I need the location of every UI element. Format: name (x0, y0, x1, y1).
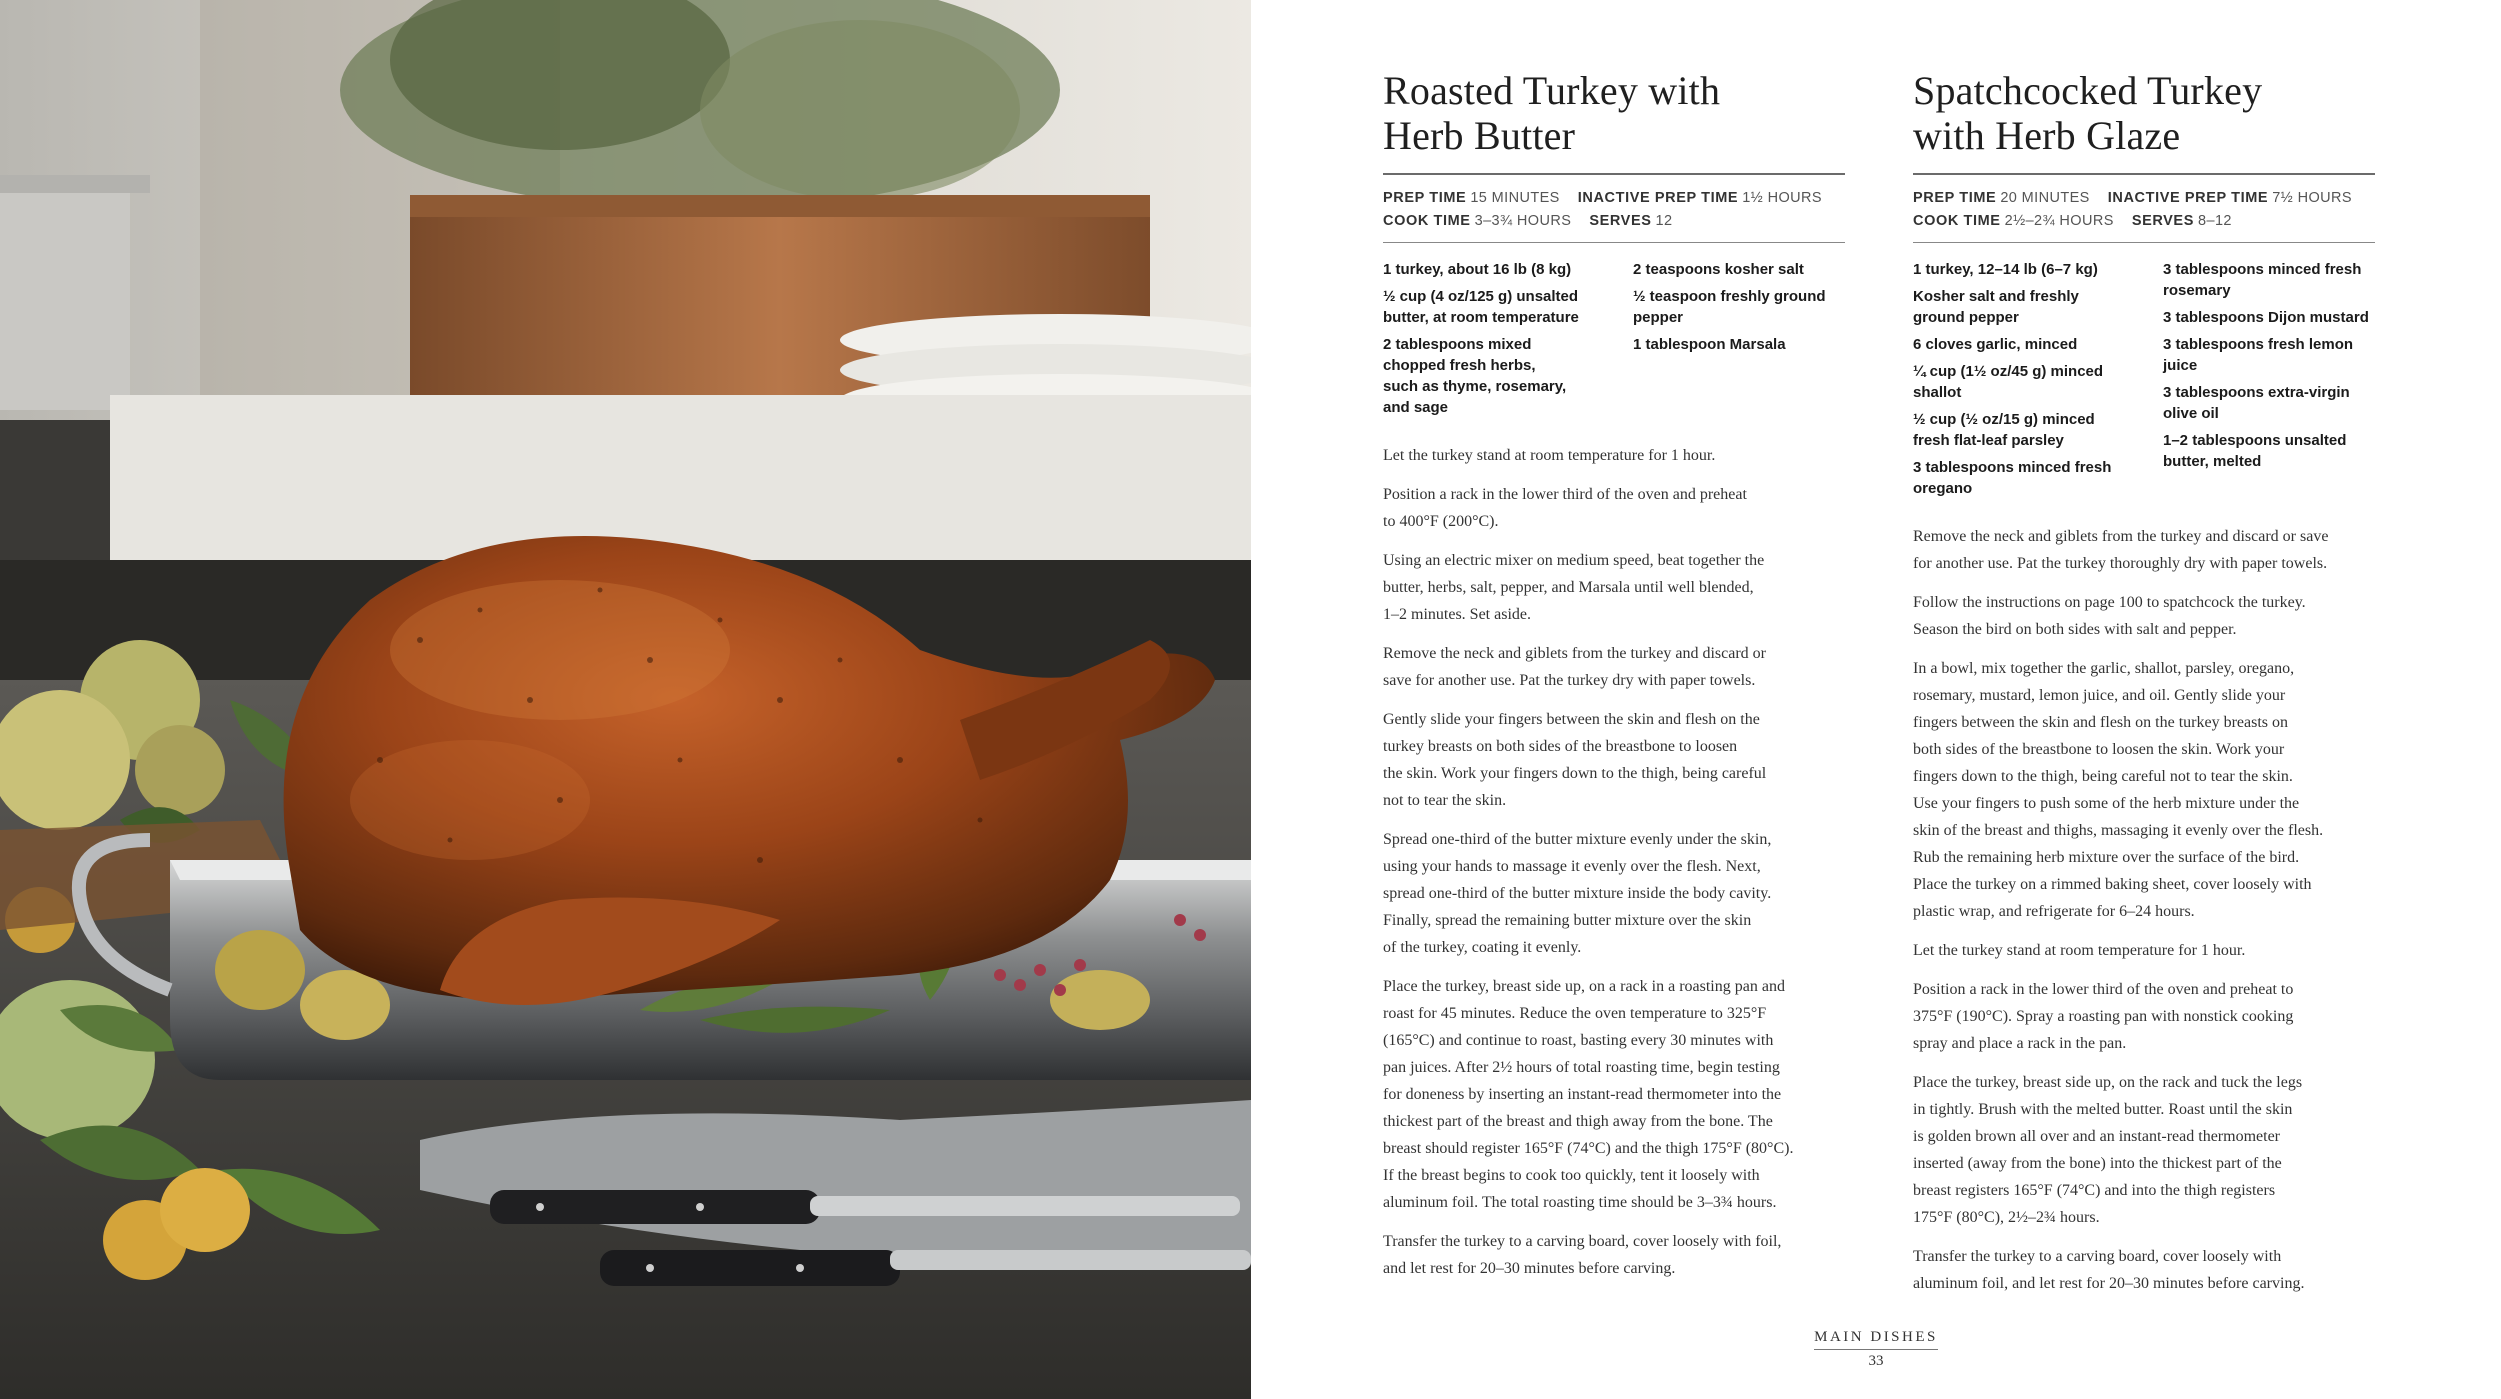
recipe-meta (1913, 187, 2375, 233)
method-step: Place the turkey, breast side up, on a rack in a roasting pan and roast for 45 minutes. Reduce the oven temperature to 325°F (165°C) and continue to roast, basting every 30 minutes with pan juices. After 2½ hours of total roasting time, begin testing for doneness by inserting an instant-read thermometer into the thickest part of the breast and thigh away from the bone. The breast should register 165°F (74°C) and the thigh 175°F (80°C). If the breast begins to cook too quickly, tent it loosely with aluminum foil. The total roasting time should be 3–3¾ hours. (1383, 978, 1794, 1211)
serves-label: SERVES (2131, 213, 2194, 229)
title-divider (1913, 173, 2375, 175)
method-step: Transfer the turkey to a carving board, cover loosely with aluminum foil, and let rest for 20–30 minutes before carving. (1913, 1248, 2305, 1292)
section-name: MAIN DISHES (1814, 1329, 1938, 1350)
ingredient-column (2163, 259, 2375, 505)
serves-label: SERVES (1589, 213, 1652, 229)
recipe-title-line: Herb Butter (1383, 113, 1576, 158)
ingredient-item: 1 turkey, about 16 lb (8 kg) (1383, 261, 1572, 278)
method-steps (1913, 523, 2375, 1297)
method-step: Using an electric mixer on medium speed, beat together the butter, herbs, salt, pepper, and Marsala until well blended, 1–2 minutes. Set aside. (1383, 552, 1765, 623)
method-step: Remove the neck and giblets from the turkey and discard or save for another use. Pat the turkey dry with paper towels. (1383, 645, 1766, 689)
prep-time-label: PREP TIME (1913, 190, 1997, 206)
method-step: Follow the instructions on page 100 to spatchcock the turkey. Season the bird on both sides with salt and pepper. (1913, 594, 2306, 638)
method-step: Let the turkey stand at room temperature for 1 hour. (1383, 447, 1716, 464)
ingredient-column (1913, 259, 2163, 505)
ingredient-item: 3 tablespoons Dijon mustard (2163, 309, 2369, 326)
inactive-prep-value: 7½ HOURS (2272, 190, 2352, 206)
cook-time-value: 2½–2¾ HOURS (2004, 213, 2114, 229)
ingredient-item: 1–2 tablespoons unsalted butter, melted (2163, 432, 2347, 470)
ingredient-item: 1 tablespoon Marsala (1633, 336, 1786, 353)
method-steps (1383, 442, 1845, 1282)
method-step: Remove the neck and giblets from the turkey and discard or save for another use. Pat the turkey thoroughly dry with paper towels. (1913, 528, 2329, 572)
method-step: In a bowl, mix together the garlic, shallot, parsley, oregano, rosemary, mustard, lemon juice, and oil. Gently slide your fingers between the skin and flesh on the turkey breasts on both sides of the breastbone to loosen the skin. Work your fingers down to the thigh, being careful not to tear the skin. Use your fingers to push some of the herb mixture under the skin of the breast and thighs, massaging it evenly over the flesh. Rub the remaining herb mixture over the surface of the bird. Place the turkey on a rimmed baking sheet, cover loosely with plastic wrap, and refrigerate for 6–24 hours. (1913, 660, 2324, 920)
ingredient-item: ½ teaspoon freshly ground pepper (1633, 288, 1826, 326)
recipe-title-line: with Herb Glaze (1913, 113, 2181, 158)
recipe-meta (1383, 187, 1845, 233)
ingredient-item: Kosher salt and freshly ground pepper (1913, 288, 2079, 326)
method-step: Spread one-third of the butter mixture evenly under the skin, using your hands to massage it evenly over the flesh. Next, spread one-third of the butter mixture inside the body cavity. Finally, spread the remaining butter mixture over the skin of the turkey, coating it evenly. (1383, 831, 1772, 956)
ingredient-item: 2 tablespoons mixed chopped fresh herbs, such as thyme, rosemary, and sage (1383, 336, 1567, 416)
ingredient-column (1633, 259, 1845, 424)
recipe-spatchcocked-turkey (1913, 68, 2375, 1309)
ingredient-column (1383, 259, 1633, 424)
recipe-title-line: Spatchcocked Turkey (1913, 68, 2263, 113)
cook-time-label: COOK TIME (1383, 213, 1471, 229)
method-step: Position a rack in the lower third of the oven and preheat to 400°F (200°C). (1383, 486, 1747, 530)
inactive-prep-label: INACTIVE PREP TIME (2107, 190, 2269, 206)
inactive-prep-value: 1½ HOURS (1742, 190, 1822, 206)
method-step: Transfer the turkey to a carving board, cover loosely with foil, and let rest for 20–30 minutes before carving. (1383, 1233, 1782, 1277)
ingredient-list (1913, 259, 2375, 505)
ingredient-item: ½ cup (4 oz/125 g) unsalted butter, at room temperature (1383, 288, 1579, 326)
recipe-title (1913, 68, 2375, 158)
method-step: Gently slide your fingers between the skin and flesh on the turkey breasts on both sides of the breastbone to loosen the skin. Work your fingers down to the thigh, being careful not to tear the skin. (1383, 711, 1767, 809)
ingredient-item: 3 tablespoons minced fresh rosemary (2163, 261, 2362, 299)
serves-value: 8–12 (2198, 213, 2232, 229)
serves-value: 12 (1655, 213, 1673, 229)
method-step: Let the turkey stand at room temperature for 1 hour. (1913, 942, 2246, 959)
ingredient-item: 3 tablespoons fresh lemon juice (2163, 336, 2354, 374)
recipe-roasted-turkey (1383, 68, 1845, 1294)
prep-time-label: PREP TIME (1383, 190, 1467, 206)
recipe-title-line: Roasted Turkey with (1383, 68, 1721, 113)
cook-time-label: COOK TIME (1913, 213, 2001, 229)
prep-time-value: 15 MINUTES (1470, 190, 1560, 206)
meta-divider (1383, 242, 1845, 243)
ingredient-item: ½ cup (½ oz/15 g) minced fresh flat-leaf parsley (1913, 411, 2095, 449)
page-footer (1814, 1328, 1938, 1370)
prep-time-value: 20 MINUTES (2000, 190, 2090, 206)
cook-time-value: 3–3¾ HOURS (1474, 213, 1572, 229)
recipe-title (1383, 68, 1845, 158)
ingredient-item: ¼ cup (1½ oz/45 g) minced shallot (1913, 363, 2104, 401)
ingredient-list (1383, 259, 1845, 424)
ingredient-item: 3 tablespoons extra-virgin olive oil (2163, 384, 2350, 422)
ingredient-item: 1 turkey, 12–14 lb (6–7 kg) (1913, 261, 2098, 278)
page-number: 33 (1868, 1353, 1884, 1369)
method-step: Position a rack in the lower third of the oven and preheat to 375°F (190°C). Spray a roasting pan with nonstick cooking spray and place a rack in the pan. (1913, 981, 2294, 1052)
inactive-prep-label: INACTIVE PREP TIME (1577, 190, 1739, 206)
ingredient-item: 6 cloves garlic, minced (1913, 336, 2078, 353)
title-divider (1383, 173, 1845, 175)
ingredient-item: 2 teaspoons kosher salt (1633, 261, 1804, 278)
ingredient-item: 3 tablespoons minced fresh oregano (1913, 459, 2112, 497)
method-step: Place the turkey, breast side up, on the rack and tuck the legs in tightly. Brush with the melted butter. Roast until the skin is golden brown all over and an instant-read thermometer inserted (away from the bone) into the thickest part of the breast registers 165°F (74°C) and into the thigh registers 175°F (80°C), 2½–2¾ hours. (1913, 1074, 2303, 1226)
meta-divider (1913, 242, 2375, 243)
